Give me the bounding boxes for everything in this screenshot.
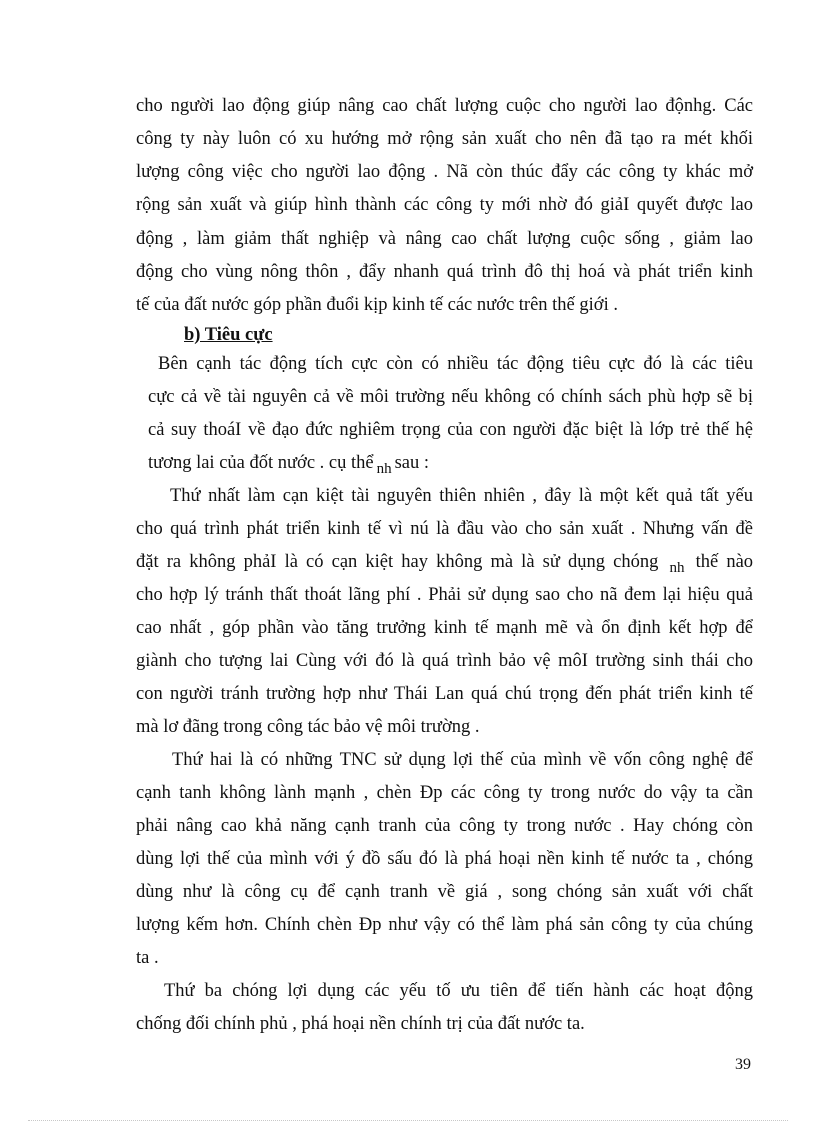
paragraph-line: cả suy thoáI về đạo đức nghiêm trọng của con người đặc biệt là lớp trẻ thế hệ [148,420,753,440]
paragraph-line: phải nâng cao khả năng cạnh tranh của công ty trong nước . Hay chóng còn [136,816,753,836]
paragraph-line: ta . [136,948,159,968]
section-heading: b) Tiêu cực [184,325,273,345]
line-text: thế nào [695,552,754,572]
paragraph-line: cạnh tanh không lành mạnh , chèn Ðp các công ty trong nước do vậy ta cần [136,783,753,803]
paragraph-line: cho hợp lý tránh thất thoát lãng phí . Phải sử dụng sao cho nã đem lại hiệu quả [136,585,753,605]
paragraph-line: tế của đất nước góp phần đuổi kịp kinh tế các nước trên thế giới . [136,295,618,315]
page-number: 39 [735,1056,751,1073]
paragraph-line: động cho vùng nông thôn , đẩy nhanh quá trình đô thị hoá và phát triển kinh [136,262,753,282]
line-text: đặt ra không phảI là có cạn kiệt hay không mà là sử dụng chóng [136,552,659,572]
paragraph-line: rộng sản xuất và giúp hình thành các công ty mới nhờ đó giảI quyết được lao [136,195,753,215]
paragraph-line: dùng như là công cụ để cạnh tranh về giá , song chóng sản xuất với chất [136,882,753,902]
line-text: sau : [394,453,430,473]
line-text: tương lai của đốt nước . cụ thể [148,453,374,473]
paragraph-line: chống đối chính phủ , phá hoại nền chính trị của đất nước ta. [136,1014,585,1034]
subscript-text: nh [376,461,392,477]
paragraph-line: công ty này luôn có xu hướng mở rộng sản xuất cho nên đã tạo ra mét khối [136,129,753,149]
paragraph-line: động , làm giảm thất nghiệp và nâng cao chất lượng cuộc sống , giảm lao [136,229,753,249]
paragraph-line: Thứ hai là có những TNC sử dụng lợi thế của mình về vốn công nghệ để [172,750,753,770]
paragraph-line: lượng công việc cho người lao động . Nã còn thúc đẩy các công ty khác mở [136,162,753,182]
paragraph-line: mà lơ đãng trong công tác bảo vệ môi trường . [136,717,480,737]
paragraph-line: lượng kếm hơn. Chính chèn Ðp như vậy có thể làm phá sản công ty của chúng [136,915,753,935]
paragraph-line: cho quá trình phát triển kinh tế vì nú là đầu vào cho sản xuất . Nhưng vấn đề [136,519,753,539]
paragraph-line: Thứ ba chóng lợi dụng các yếu tố ưu tiên để tiến hành các hoạt động [164,981,753,1001]
paragraph-line: con người tránh trường hợp như Thái Lan quá chú trọng đến phát triển kinh tế [136,684,753,704]
paragraph-line: giành cho tượng lai Cùng với đó là quá trình bảo vệ môI trường sinh thái cho [136,651,753,671]
paragraph-line [136,551,753,574]
paragraph-line: Thứ nhất làm cạn kiệt tài nguyên thiên nhiên , đây là một kết quả tất yếu [170,486,753,506]
paragraph-line: cao nhất , góp phần vào tăng trưởng kinh tế mạnh mẽ và ổn định kết hợp để [136,618,753,638]
page-bottom-divider [28,1120,788,1121]
paragraph-line [148,452,753,475]
paragraph-line: Bên cạnh tác động tích cực còn có nhiều tác động tiêu cực đó là các tiêu [158,354,753,374]
paragraph-line: dùng lợi thế của mình với ý đồ sấu đó là phá hoại nền kinh tế nước ta , chóng [136,849,753,869]
paragraph-line: cực cả về tài nguyên cả về môi trường nếu không có chính sách phù hợp sẽ bị [148,387,753,407]
paragraph-line: cho người lao động giúp nâng cao chất lượng cuộc cho người lao độnhg. Các [136,96,753,116]
subscript-text: nh [669,560,685,576]
